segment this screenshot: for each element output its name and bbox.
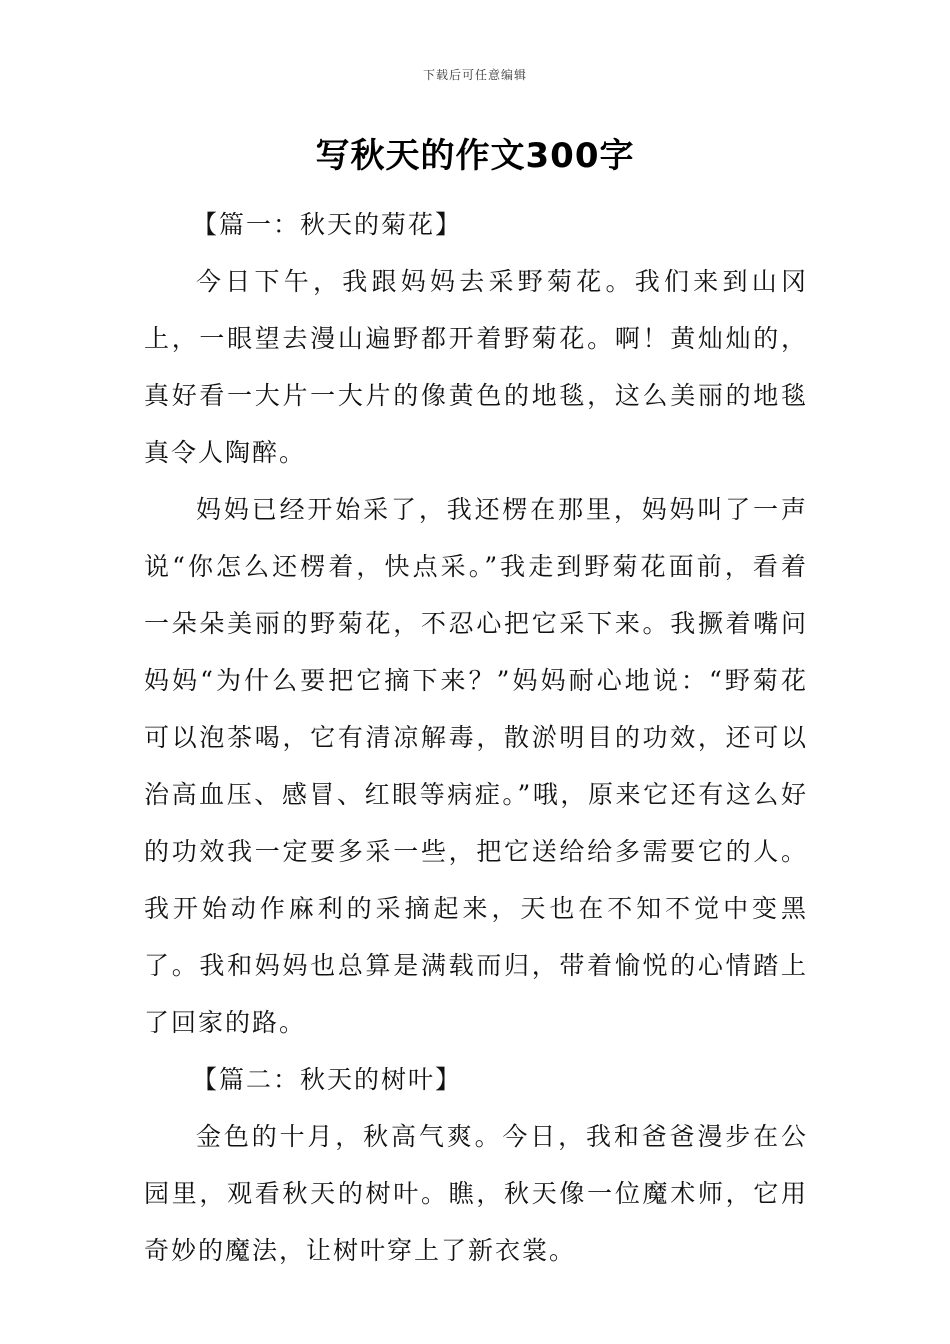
section-heading: 【篇二：秋天的树叶】 (192, 1065, 463, 1094)
document-title: 写秋天的作文300字 (315, 136, 635, 176)
paragraph: 今日下午，我跟妈妈去采野菊花。我们来到山冈上，一眼望去漫山遍野都开着野菊花。啊！黄灿灿的，真好看一大片一大片的像黄色的地毯，这么美丽的地毯真令人陶醉。 (144, 267, 808, 467)
paragraph: 妈妈已经开始采了，我还楞在那里，妈妈叫了一声说“你怎么还楞着，快点采。”我走到野菊花面前，看着一朵朵美丽的野菊花，不忍心把它采下来。我撅着嘴问妈妈“为什么要把它摘下来？”妈妈耐心地说：“野菊花可以泡茶喝，它有清凉解毒，散淤明目的功效，还可以治高血压、感冒、红眼等病症。”哦，原来它还有这么好的功效我一定要多采一些，把它送给给多需要它的人。我开始动作麻利的采摘起来，天也在不知不觉中变黑了。我和妈妈也总算是满载而归，带着愉悦的心情踏上了回家的路。 (144, 495, 808, 1037)
page-header: 下载后可任意编辑 (422, 68, 527, 82)
document-body (144, 196, 808, 1279)
section-heading: 【篇一：秋天的菊花】 (192, 210, 463, 239)
paragraph: 金色的十月，秋高气爽。今日，我和爸爸漫步在公园里，观看秋天的树叶。瞧，秋天像一位魔术师，它用奇妙的魔法，让树叶穿上了新衣裳。 (144, 1122, 808, 1265)
